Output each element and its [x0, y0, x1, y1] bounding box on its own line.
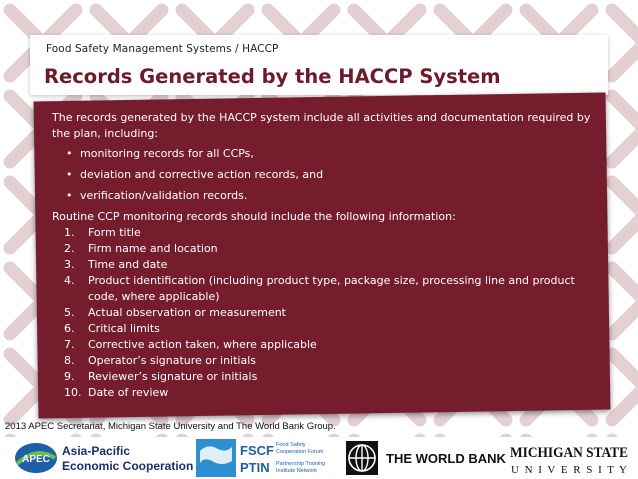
- ptin-sub1: Partnership Training: [276, 461, 326, 467]
- bullet-text: deviation and corrective action records, and: [80, 168, 324, 181]
- msu-name-line2: U N I V E R S I T Y: [511, 464, 627, 476]
- bullet-text: verification/validation records.: [80, 189, 248, 202]
- bullet-icon: •: [66, 147, 73, 160]
- partner-logo-strip: [0, 437, 638, 479]
- ptin-sub2: Institute Network: [276, 468, 317, 474]
- apec-badge-text: APEC: [22, 454, 50, 465]
- item-text: Critical limits: [88, 322, 160, 335]
- item-number: 7.: [64, 338, 75, 351]
- item-text: Date of review: [88, 386, 169, 399]
- msu-logo: [508, 437, 632, 479]
- item-number: 9.: [64, 370, 75, 383]
- list-item: [64, 225, 592, 241]
- item-text: Reviewer’s signature or initials: [88, 370, 258, 383]
- list-item: [64, 337, 592, 353]
- item-text: Form title: [88, 226, 141, 239]
- list-item: [64, 369, 592, 385]
- list-item: [64, 321, 592, 337]
- copyright-note: 2013 APEC Secretariat, Michigan State University and The World Bank Group.: [5, 421, 336, 432]
- content-text: [52, 110, 592, 401]
- apec-logo: [12, 437, 194, 479]
- world-bank-name: THE WORLD BANK: [386, 451, 506, 466]
- apec-name-line1: Asia-Pacific: [62, 444, 131, 458]
- list-item: [66, 188, 592, 204]
- item-text: Operator’s signature or initials: [88, 354, 257, 367]
- list-item: [64, 257, 592, 273]
- fscf-ptin-logo: [196, 437, 336, 479]
- item-text: Time and date: [88, 258, 168, 271]
- msu-name-line1: MICHIGAN STATE: [510, 445, 628, 461]
- item-text: Corrective action taken, where applicable: [88, 338, 317, 351]
- world-bank-logo: [344, 437, 506, 479]
- list-item: [64, 385, 592, 401]
- bullet-icon: •: [66, 168, 73, 181]
- item-text: Actual observation or measurement: [88, 306, 286, 319]
- list-item: [64, 305, 592, 321]
- slide-title: Records Generated by the HACCP System: [44, 65, 501, 88]
- item-number: 2.: [64, 242, 75, 255]
- list-item: [64, 353, 592, 369]
- fscf-sub2: Cooperation Forum: [276, 449, 324, 455]
- required-info-list: [52, 225, 592, 401]
- intro-paragraph: The records generated by the HACCP system include all activities and documentation required by the plan, including:: [52, 111, 591, 140]
- list-item: [64, 273, 592, 305]
- item-number: 6.: [64, 322, 75, 335]
- fscf-mark: FSCF: [240, 443, 274, 458]
- item-number: 1.: [64, 226, 75, 239]
- item-text: Product identification (including product type, package size, processing line and product code, where applicable): [88, 274, 575, 303]
- item-number: 3.: [64, 258, 75, 271]
- bullet-text: monitoring records for all CCPs,: [80, 147, 254, 160]
- list-item: [64, 241, 592, 257]
- list-item: [66, 167, 592, 183]
- item-number: 4.: [64, 274, 75, 287]
- record-types-list: [52, 146, 592, 204]
- fscf-sub1: Food Safety: [276, 442, 306, 448]
- list-item: [66, 146, 592, 162]
- header-card: [30, 35, 608, 95]
- slide-kicker: Food Safety Management Systems / HACCP: [46, 43, 279, 55]
- ptin-mark: PTIN: [240, 460, 270, 475]
- item-number: 10.: [64, 386, 82, 399]
- bullet-icon: •: [66, 189, 73, 202]
- routine-paragraph: Routine CCP monitoring records should include the following information:: [52, 210, 456, 223]
- item-number: 8.: [64, 354, 75, 367]
- item-number: 5.: [64, 306, 75, 319]
- apec-name-line2: Economic Cooperation: [62, 459, 194, 473]
- item-text: Firm name and location: [88, 242, 218, 255]
